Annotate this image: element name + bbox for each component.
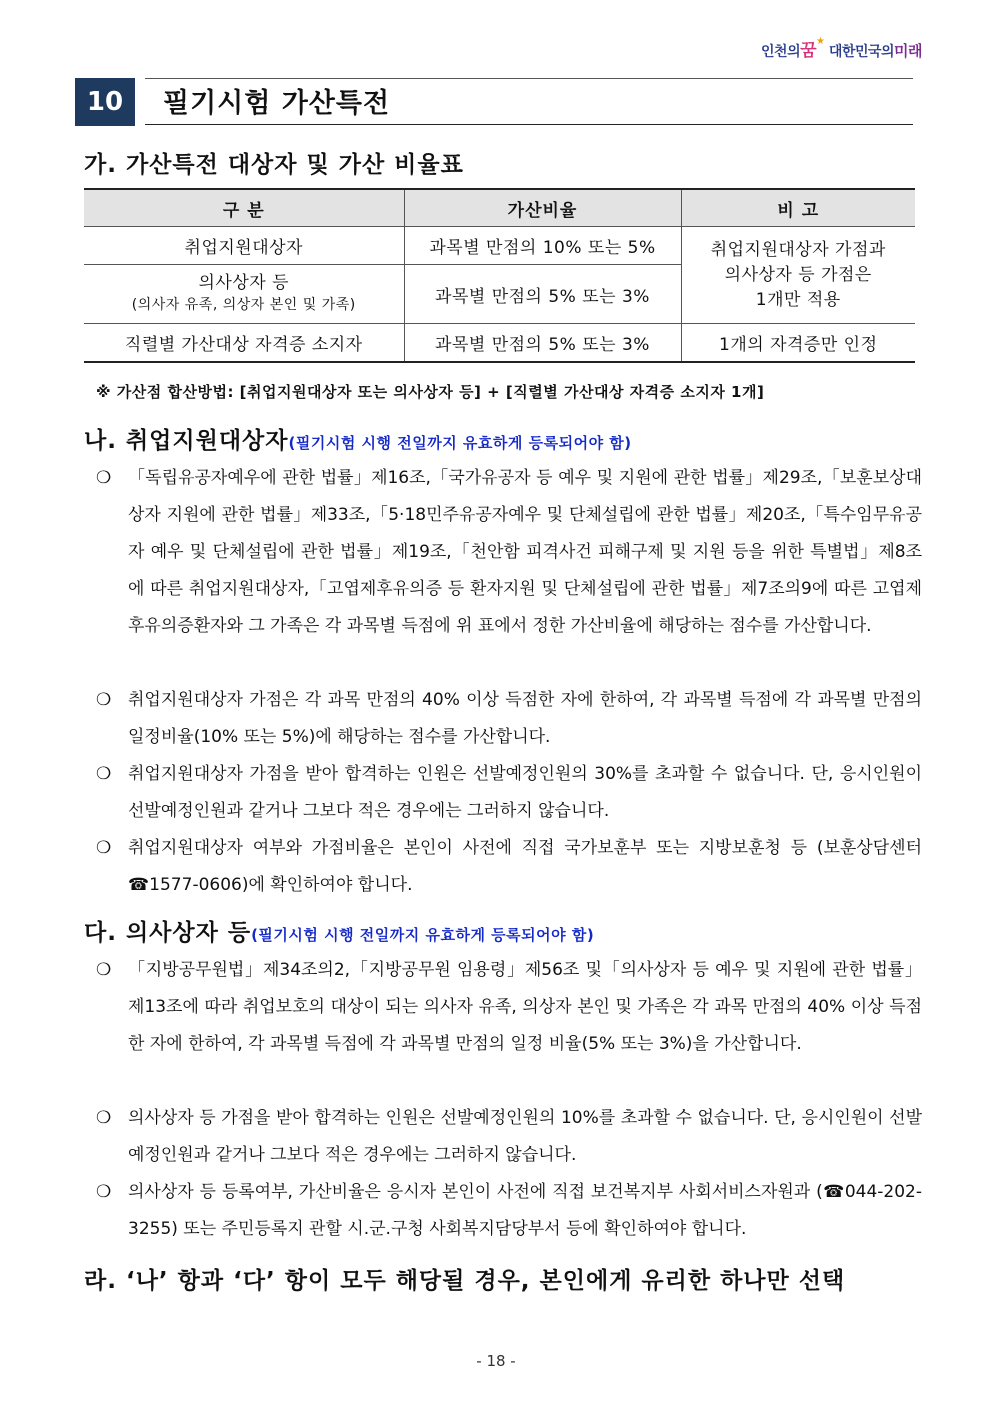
col-header-category: 구 분 <box>84 189 404 227</box>
paragraph-text: 의사상자 등 가점을 받아 합격하는 인원은 선발예정인원의 10%를 초과할 수 없습니다. 단, 응시인원이 선발예정인원과 같거나 그보다 적은 경우에는 그러하지 않습니다. <box>128 1108 922 1165</box>
heading-da-title: 다. 의사상자 등 <box>84 920 252 946</box>
table-header-row <box>84 189 915 227</box>
heading-na-title: 나. 취업지원대상자 <box>84 428 289 454</box>
cell-ratio: 과목별 만점의 5% 또는 3% <box>404 265 681 324</box>
paragraph-text: 취업지원대상자 여부와 가점비율은 본인이 사전에 직접 국가보훈부 또는 지방보훈청 등 (보훈상담센터 ☎1577-0606)에 확인하여야 합니다. <box>128 838 922 895</box>
page-number: - 18 - <box>476 1352 516 1370</box>
paragraph <box>96 830 922 904</box>
star-icon: ★ <box>816 36 825 47</box>
section-top-rule <box>145 78 913 79</box>
calc-note: ※ 가산점 합산방법: [취업지원대상자 또는 의사상자 등] + [직렬별 가산대상 자격증 소지자 1개] <box>96 383 765 401</box>
merged-note-line: 1개만 적용 <box>755 289 841 310</box>
section-title: 필기시험 가산특전 <box>163 88 391 119</box>
circle-bullet-icon: ❍ <box>96 1108 112 1128</box>
logo-future: 미래 <box>894 42 922 60</box>
paragraph-text: 「독립유공자예우에 관한 법률」제16조,「국가유공자 등 예우 및 지원에 관한 법률」제29조,「보훈보상대상자 지원에 관한 법률」제33조,「5·18민주유공자예우 및 단체설립에 관한 법률」제20조,「특수임무유공자 예우 및 단체설립에 관한 법률」제19조,「천안함 피격사건 피해구제 및 지원 등을 위한 특별법」제8조에 따른 취업지원대상자,「고엽제후유의증 등 환자지원 및 단체설립에 관한 법률」제7조의9에 따른 고엽제후유의증환자와 그 가족은 각 과목별 득점에 위 표에서 정한 가산비율에 해당하는 점수를 가산합니다. <box>128 468 922 636</box>
logo-dream: 꿈 <box>800 41 817 61</box>
logo-middle: 대한민국의 <box>824 44 895 60</box>
paragraph <box>96 682 922 756</box>
heading-ra: 라. ‘나’ 항과 ‘다’ 항이 모두 해당될 경우, 본인에게 유리한 하나만 선택 <box>84 1268 846 1294</box>
circle-bullet-icon: ❍ <box>96 468 112 488</box>
table-row <box>84 227 915 265</box>
merged-note-line: 취업지원대상자 가점과 <box>710 239 886 260</box>
paragraph-text: 의사상자 등 등록여부, 가산비율은 응시자 본인이 사전에 직접 보건복지부 사회서비스자원과 (☎044-202-3255) 또는 주민등록지 관할 시.군.구청 사회복지담당부서 등에 확인하여야 합니다. <box>128 1182 922 1239</box>
section-number: 10 <box>75 78 135 126</box>
paragraph <box>96 952 922 1063</box>
section-header <box>75 78 913 128</box>
bonus-table <box>84 188 915 363</box>
cell-note: 1개의 자격증만 인정 <box>681 324 915 362</box>
category-sub: (의사자 유족, 의상자 본인 및 가족) <box>131 297 356 313</box>
heading-na <box>84 422 632 455</box>
logo-prefix: 인천의 <box>761 44 801 60</box>
section-bottom-rule <box>145 124 913 125</box>
table-row <box>84 324 915 362</box>
cell-merged-note <box>681 227 915 324</box>
brand-logo <box>761 36 922 61</box>
circle-bullet-icon: ❍ <box>96 960 112 980</box>
paragraph <box>96 756 922 830</box>
heading-na-condition: (필기시험 시행 전일까지 유효하게 등록되어야 함) <box>288 434 632 452</box>
col-header-note: 비 고 <box>681 189 915 227</box>
circle-bullet-icon: ❍ <box>96 764 112 784</box>
circle-bullet-icon: ❍ <box>96 690 112 710</box>
heading-ga: 가. 가산특전 대상자 및 가산 비율표 <box>84 152 464 178</box>
heading-da <box>84 914 594 947</box>
cell-category <box>84 265 404 324</box>
paragraph-text: 취업지원대상자 가점은 각 과목 만점의 40% 이상 득점한 자에 한하여, 각 과목별 득점에 각 과목별 만점의 일정비율(10% 또는 5%)에 해당하는 점수를 가산합니다. <box>128 690 922 747</box>
heading-da-condition: (필기시험 시행 전일까지 유효하게 등록되어야 함) <box>251 926 595 944</box>
paragraph-text: 「지방공무원법」제34조의2,「지방공무원 임용령」제56조 및「의사상자 등 예우 및 지원에 관한 법률」제13조에 따라 취업보호의 대상이 되는 의사자 유족, 의상자 본인 및 가족은 각 과목 만점의 40% 이상 득점한 자에 한하여, 각 과목별 득점에 각 과목별 만점의 일정 비율(5% 또는 3%)을 가산합니다. <box>128 960 922 1054</box>
cell-ratio: 과목별 만점의 10% 또는 5% <box>404 227 681 265</box>
merged-note-line: 의사상자 등 가점은 <box>724 264 872 285</box>
cell-category: 취업지원대상자 <box>84 227 404 265</box>
cell-category: 직렬별 가산대상 자격증 소지자 <box>84 324 404 362</box>
paragraph <box>96 460 922 645</box>
col-header-ratio: 가산비율 <box>404 189 681 227</box>
circle-bullet-icon: ❍ <box>96 1182 112 1202</box>
paragraph-text: 취업지원대상자 가점을 받아 합격하는 인원은 선발예정인원의 30%를 초과할 수 없습니다. 단, 응시인원이 선발예정인원과 같거나 그보다 적은 경우에는 그러하지 않습니다. <box>128 764 922 821</box>
circle-bullet-icon: ❍ <box>96 838 112 858</box>
paragraph <box>96 1174 922 1248</box>
category-main: 의사상자 등 <box>198 273 289 293</box>
cell-ratio: 과목별 만점의 5% 또는 3% <box>404 324 681 362</box>
paragraph <box>96 1100 922 1174</box>
